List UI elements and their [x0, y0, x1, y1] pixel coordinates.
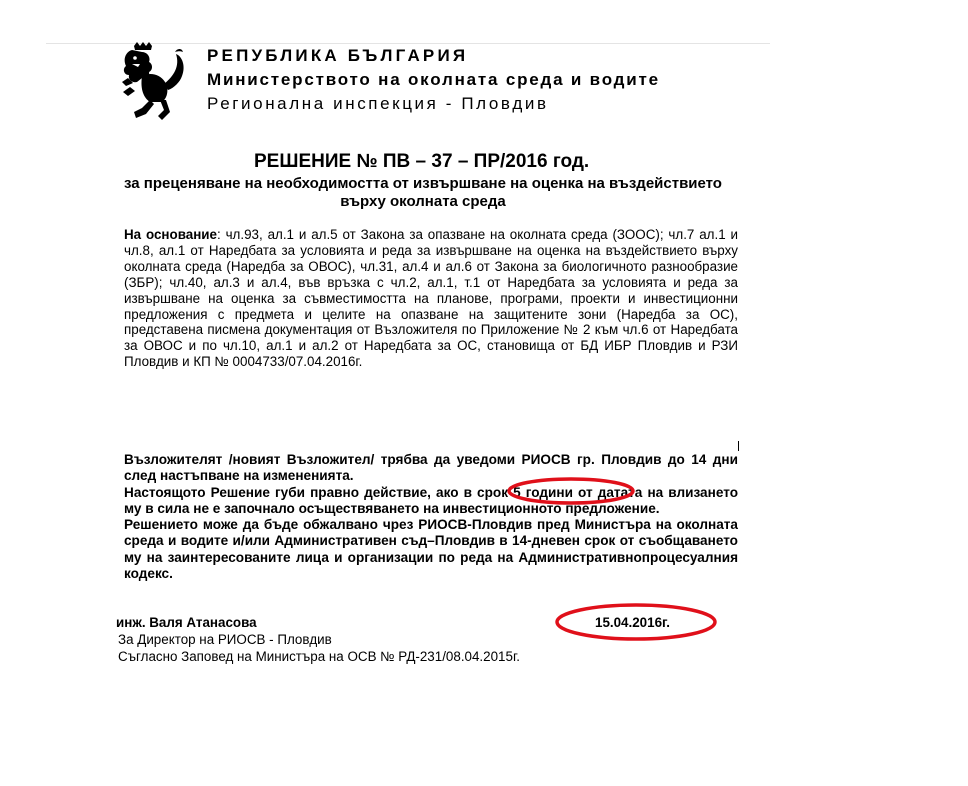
signer-role: За Директор на РИОСВ - Пловдив	[118, 632, 332, 647]
appeal-note: Решението може да бъде обжалвано чрез РИОСВ-Пловдив пред Министъра на околната среда и водите и/или Административен съд–Пловдив в 14-дневен срок от съобщаването му на заинтересованите лица и организации по реда на Административнопроцесуалния кодекс.	[124, 517, 738, 582]
page-tick-mark	[738, 441, 739, 451]
decision-subtitle: за преценяване на необходимостта от извършване на оценка на въздействието върху околната среда	[124, 175, 722, 210]
letterhead	[207, 44, 660, 116]
letterhead-ministry: Министерството на околната среда и водите	[207, 70, 660, 89]
lion-emblem-icon	[120, 42, 190, 120]
signature-details	[118, 632, 520, 665]
legal-basis-label: На основание	[124, 227, 217, 242]
conditions-block	[124, 452, 738, 582]
letterhead-inspectorate: Регионална инспекция - Пловдив	[207, 94, 549, 113]
legal-basis-text: : чл.93, ал.1 и ал.5 от Закона за опазване на околната среда (ЗООС); чл.7 ал.1 и чл.8, ал.1 от Наредбата за условията и реда за извършване на оценка на въздействието върху околната среда (Наредба за ОВОС), чл.31, ал.4 и ал.6 от Закона за биологичното разнообразие (ЗБР); чл.40, ал.3 и ал.4, във връзка с чл.2, ал.1, т.1 от Наредбата за условията и реда за извършване на оценка за съвместимостта на планове, програми, проекти и инвестиционни предложения с предмета и целите на опазване на защитените зони (Наредба за ОС), представена писмена документация от Възложителя по Приложение № 2 към чл.6 от Наредбата за ОВОС и по чл.10, ал.1 и ал.2 от Наредбата за ОС, становища от БД ИБР Пловдив и РЗИ Пловдив и КП № 0004733/07.04.2016г.	[124, 227, 739, 370]
signer-order-reference: Съгласно Заповед на Министъра на ОСВ № РД-231/08.04.2015г.	[118, 648, 520, 664]
letterhead-country: РЕПУБЛИКА БЪЛГАРИЯ	[207, 46, 469, 65]
signer-name: инж. Валя Атанасова	[116, 615, 257, 630]
decision-date: 15.04.2016г.	[595, 615, 670, 630]
decision-title: РЕШЕНИЕ № ПВ – 37 – ПР/2016 год.	[254, 151, 590, 172]
legal-basis-paragraph	[124, 227, 738, 370]
validity-note: Настоящото Решение губи правно действие, ако в срок 5 години от датата на влизането му в сила не е започнало осъществяването на инвестиционното предложение.	[124, 484, 738, 516]
notification-note: Възложителят /новият Възложител/ трябва да уведоми РИОСВ гр. Пловдив до 14 дни след настъпване на измененията.	[124, 452, 738, 484]
